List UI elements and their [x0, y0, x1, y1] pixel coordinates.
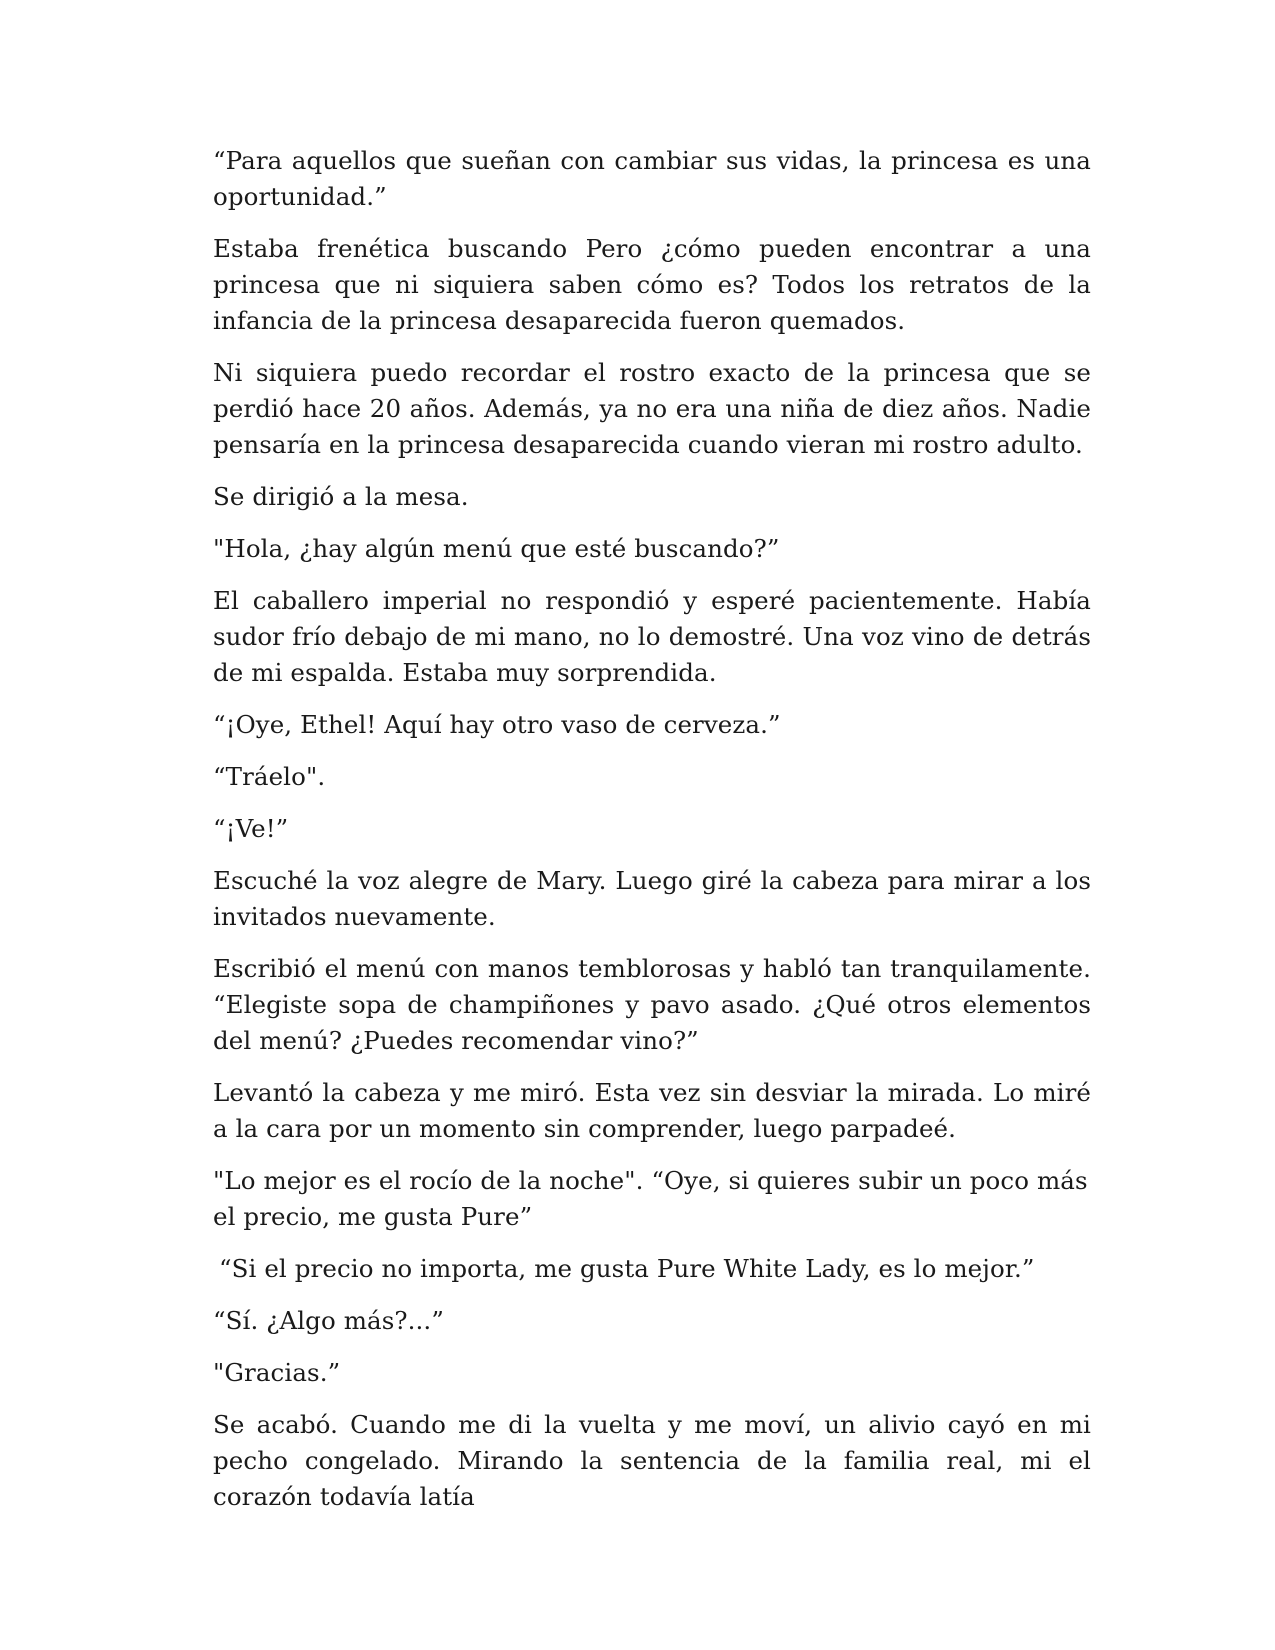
paragraph: Se dirigió a la mesa. — [213, 482, 469, 511]
paragraph: Levantó la cabeza y me miró. Esta vez sin desviar la mirada. Lo miré a la cara por un momento sin comprender, luego parpadeé. — [213, 1078, 1091, 1143]
paragraph: Escuché la voz alegre de Mary. Luego giré la cabeza para mirar a los invitados nuevamente. — [213, 866, 1091, 931]
body-text — [213, 143, 1091, 1531]
paragraph: “Para aquellos que sueñan con cambiar sus vidas, la princesa es una oportunidad.” — [213, 146, 1091, 211]
paragraph: “Sí. ¿Algo más?...” — [213, 1306, 444, 1335]
paragraph: “¡Oye, Ethel! Aquí hay otro vaso de cerveza.” — [213, 710, 781, 739]
paragraph: El caballero imperial no respondió y esperé pacientemente. Había sudor frío debajo de mi mano, no lo demostré. Una voz vino de detrás de mi espalda. Estaba muy sorprendida. — [213, 586, 1091, 687]
paragraph: “Tráelo". — [213, 762, 326, 791]
paragraph: “Si el precio no importa, me gusta Pure White Lady, es lo mejor.” — [219, 1254, 1035, 1283]
paragraph: Ni siquiera puedo recordar el rostro exacto de la princesa que se perdió hace 20 años. Además, ya no era una niña de diez años. Nadie pensaría en la princesa desaparecida cuando vieran mi rostro adulto. — [213, 358, 1091, 459]
paragraph: "Gracias.” — [213, 1358, 341, 1387]
paragraph: Se acabó. Cuando me di la vuelta y me moví, un alivio cayó en mi pecho congelado. Mirando la sentencia de la familia real, mi el corazón todavía latía — [213, 1410, 1091, 1511]
paragraph: "Lo mejor es el rocío de la noche". “Oye, si quieres subir un poco más el precio, me gusta Pure” — [213, 1166, 1088, 1231]
paragraph: “¡Ve!” — [213, 814, 289, 843]
paragraph: "Hola, ¿hay algún menú que esté buscando?” — [213, 534, 780, 563]
paragraph: Estaba frenética buscando Pero ¿cómo pueden encontrar a una princesa que ni siquiera saben cómo es? Todos los retratos de la infancia de la princesa desaparecida fueron quemados. — [213, 234, 1091, 335]
paragraph: Escribió el menú con manos temblorosas y habló tan tranquilamente. “Elegiste sopa de champiñones y pavo asado. ¿Qué otros elementos del menú? ¿Puedes recomendar vino?” — [213, 954, 1091, 1055]
